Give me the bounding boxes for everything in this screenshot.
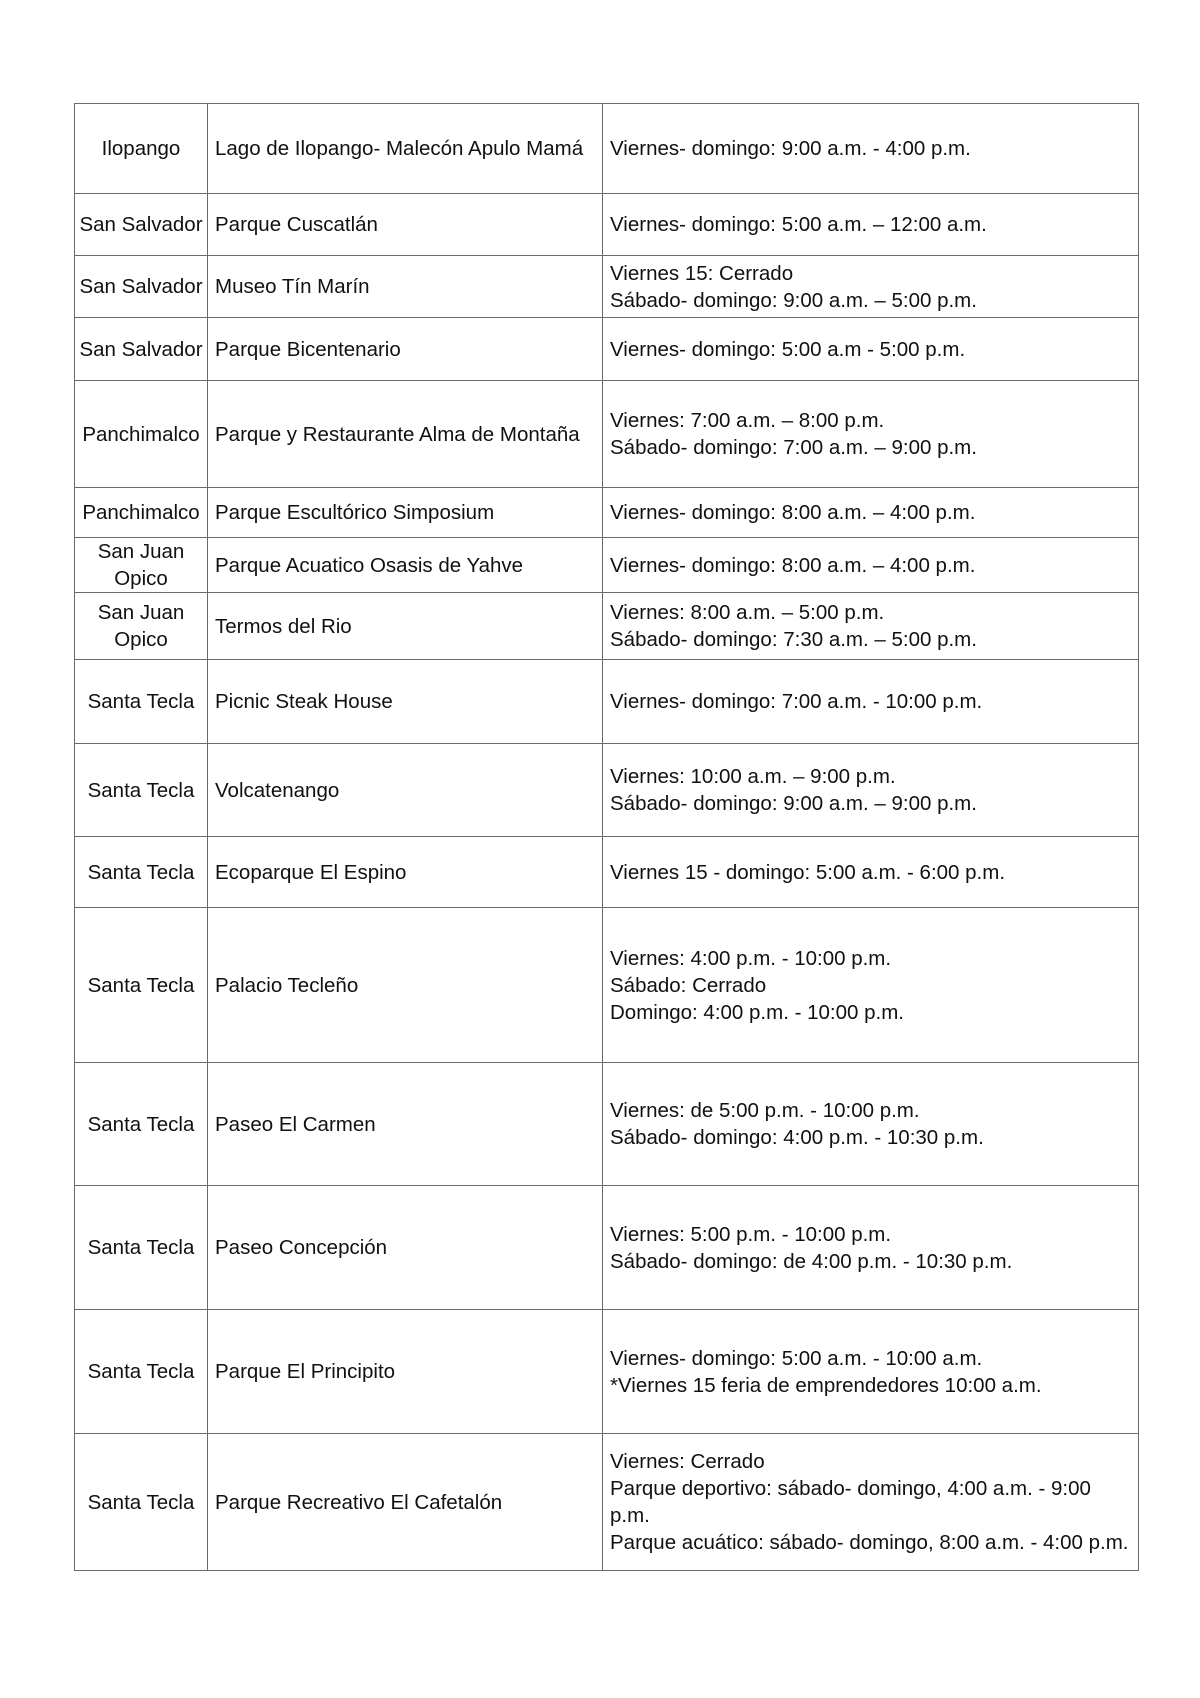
horario-cell	[603, 256, 1139, 318]
horario-line: Viernes- domingo: 8:00 a.m. – 4:00 p.m.	[610, 553, 976, 577]
horario-line: Viernes: 7:00 a.m. – 8:00 p.m.	[610, 409, 885, 432]
municipio-cell: San Salvador	[75, 194, 208, 256]
horario-line: Sábado- domingo: 4:00 p.m. - 10:30 p.m.	[610, 1126, 984, 1149]
horario-line: Viernes: Cerrado	[610, 1450, 765, 1473]
lugar-cell: Parque Bicentenario	[208, 318, 603, 381]
horario-cell	[603, 744, 1139, 837]
horario-cell	[603, 660, 1139, 744]
lugar-cell: Picnic Steak House	[208, 660, 603, 744]
table-row	[75, 908, 1139, 1063]
horario-line: Sábado- domingo: 7:30 a.m. – 5:00 p.m.	[610, 628, 977, 651]
horario-line: Viernes: de 5:00 p.m. - 10:00 p.m.	[610, 1099, 920, 1122]
lugar-cell: Paseo Concepción	[208, 1186, 603, 1310]
table-row	[75, 194, 1139, 256]
horario-cell	[603, 318, 1139, 381]
horario-line: Parque acuático: sábado- domingo, 8:00 a.m. - 4:00 p.m.	[610, 1531, 1129, 1554]
schedule-table	[74, 103, 1139, 1571]
municipio-cell: Santa Tecla	[75, 1186, 208, 1310]
table-row	[75, 1186, 1139, 1310]
horario-cell	[603, 194, 1139, 256]
table-row	[75, 256, 1139, 318]
lugar-cell: Parque Cuscatlán	[208, 194, 603, 256]
horario-line: Viernes- domingo: 9:00 a.m. - 4:00 p.m.	[610, 137, 971, 160]
municipio-cell: Santa Tecla	[75, 1434, 208, 1571]
table-row	[75, 1063, 1139, 1186]
horario-cell	[603, 1186, 1139, 1310]
horario-cell	[603, 908, 1139, 1063]
table-row	[75, 1310, 1139, 1434]
municipio-cell: Santa Tecla	[75, 908, 208, 1063]
lugar-cell: Paseo El Carmen	[208, 1063, 603, 1186]
horario-line: Viernes- domingo: 5:00 a.m. – 12:00 a.m.	[610, 213, 987, 236]
municipio-cell: Ilopango	[75, 104, 208, 194]
horario-line: Sábado- domingo: 9:00 a.m. – 5:00 p.m.	[610, 288, 977, 312]
lugar-cell: Palacio Tecleño	[208, 908, 603, 1063]
lugar-cell: Lago de Ilopango- Malecón Apulo Mamá	[208, 104, 603, 194]
municipio-cell: San Salvador	[75, 256, 208, 318]
municipio-cell: Santa Tecla	[75, 1310, 208, 1434]
horario-line: Sábado- domingo: 9:00 a.m. – 9:00 p.m.	[610, 792, 977, 815]
table-row	[75, 837, 1139, 908]
lugar-cell: Parque Acuatico Osasis de Yahve	[208, 538, 603, 593]
horario-line: Parque deportivo: sábado- domingo, 4:00 a.m. - 9:00 p.m.	[610, 1477, 1091, 1527]
horario-line: Sábado- domingo: 7:00 a.m. – 9:00 p.m.	[610, 436, 977, 459]
municipio-cell: San Juan Opico	[75, 593, 208, 660]
horario-line: *Viernes 15 feria de emprendedores 10:00 a.m.	[610, 1373, 1042, 1397]
municipio-cell: San Salvador	[75, 318, 208, 381]
horario-cell	[603, 488, 1139, 538]
horario-line: Viernes- domingo: 8:00 a.m. – 4:00 p.m.	[610, 501, 976, 524]
table-row	[75, 104, 1139, 194]
table-row	[75, 381, 1139, 488]
table-row	[75, 488, 1139, 538]
horario-line: Viernes 15 - domingo: 5:00 a.m. - 6:00 p.m.	[610, 860, 1006, 884]
lugar-cell: Volcatenango	[208, 744, 603, 837]
municipio-cell: Panchimalco	[75, 381, 208, 488]
horario-line: Viernes: 4:00 p.m. - 10:00 p.m.	[610, 946, 892, 970]
horario-line: Viernes- domingo: 5:00 a.m - 5:00 p.m.	[610, 337, 966, 361]
horario-line: Viernes- domingo: 5:00 a.m. - 10:00 a.m.	[610, 1346, 983, 1370]
horario-cell	[603, 1063, 1139, 1186]
municipio-cell: San Juan Opico	[75, 538, 208, 593]
schedule-table-body	[75, 104, 1139, 1571]
municipio-cell: Santa Tecla	[75, 837, 208, 908]
lugar-cell: Museo Tín Marín	[208, 256, 603, 318]
horario-cell	[603, 538, 1139, 593]
horario-line: Viernes: 10:00 a.m. – 9:00 p.m.	[610, 765, 896, 788]
table-row	[75, 660, 1139, 744]
horario-cell	[603, 593, 1139, 660]
table-row	[75, 318, 1139, 381]
lugar-cell: Parque Escultórico Simposium	[208, 488, 603, 538]
municipio-cell: Panchimalco	[75, 488, 208, 538]
table-row	[75, 538, 1139, 593]
horario-cell	[603, 104, 1139, 194]
horario-cell	[603, 837, 1139, 908]
horario-line: Viernes: 5:00 p.m. - 10:00 p.m.	[610, 1222, 892, 1246]
lugar-cell: Ecoparque El Espino	[208, 837, 603, 908]
horario-line: Sábado- domingo: de 4:00 p.m. - 10:30 p.m.	[610, 1249, 1013, 1273]
municipio-cell: Santa Tecla	[75, 744, 208, 837]
table-row	[75, 1434, 1139, 1571]
horario-line: Viernes 15: Cerrado	[610, 261, 794, 285]
horario-line: Sábado: Cerrado	[610, 973, 767, 997]
horario-cell	[603, 381, 1139, 488]
lugar-cell: Termos del Rio	[208, 593, 603, 660]
table-row	[75, 593, 1139, 660]
lugar-cell: Parque y Restaurante Alma de Montaña	[208, 381, 603, 488]
horario-line: Viernes: 8:00 a.m. – 5:00 p.m.	[610, 601, 885, 624]
municipio-cell: Santa Tecla	[75, 1063, 208, 1186]
table-row	[75, 744, 1139, 837]
horario-line: Viernes- domingo: 7:00 a.m. - 10:00 p.m.	[610, 690, 983, 713]
horario-line: Domingo: 4:00 p.m. - 10:00 p.m.	[610, 1000, 904, 1024]
horario-cell	[603, 1310, 1139, 1434]
horario-cell	[603, 1434, 1139, 1571]
municipio-cell: Santa Tecla	[75, 660, 208, 744]
lugar-cell: Parque Recreativo El Cafetalón	[208, 1434, 603, 1571]
lugar-cell: Parque El Principito	[208, 1310, 603, 1434]
